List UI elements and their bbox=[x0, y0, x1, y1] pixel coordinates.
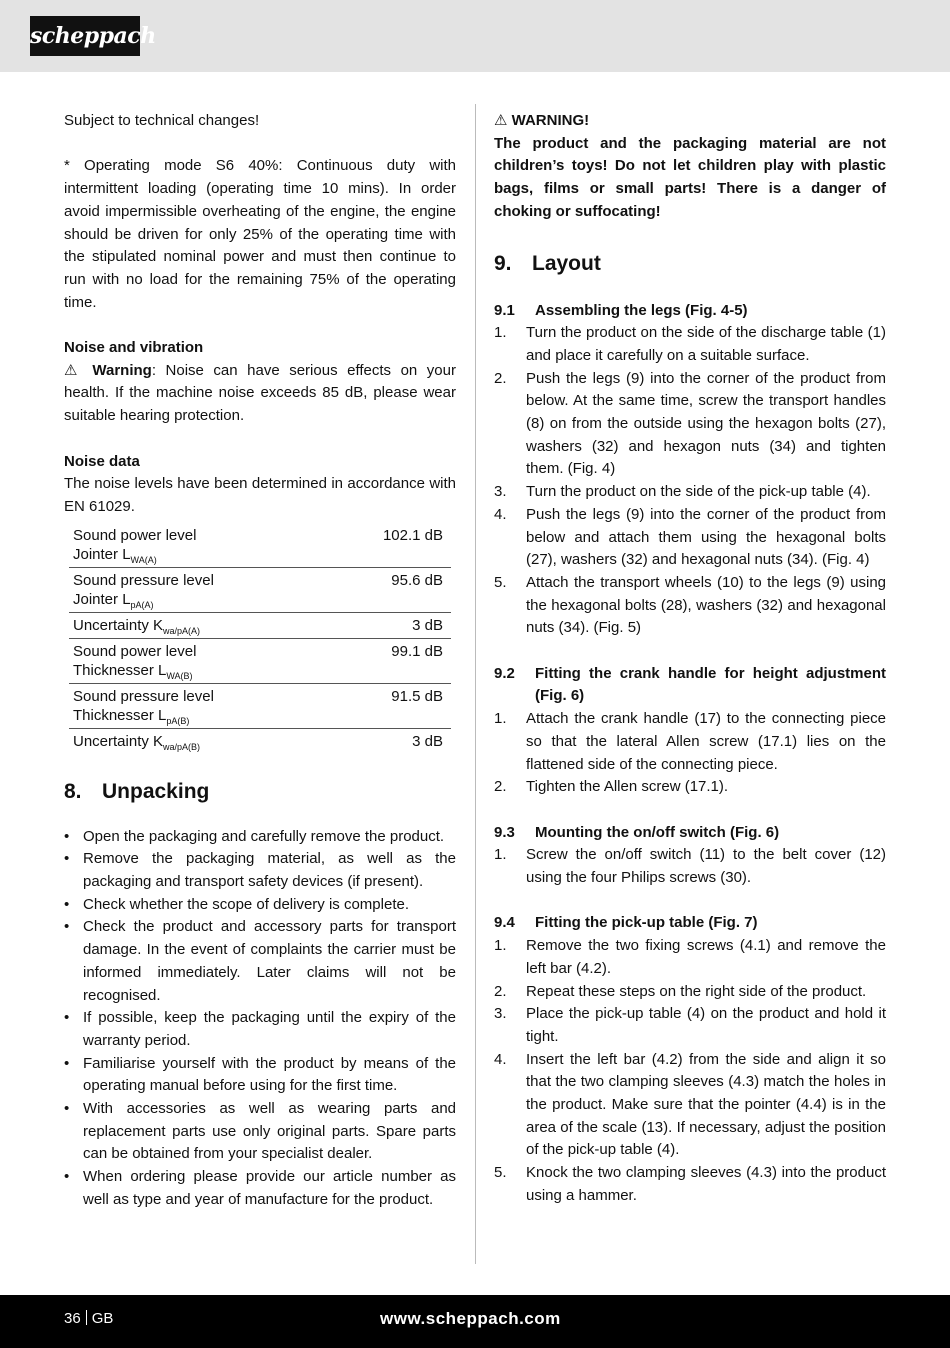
warning-icon: ⚠ bbox=[494, 112, 508, 129]
noise-instrument: Jointer L bbox=[73, 590, 131, 608]
section-title: Fitting the pick-up table (Fig. 7) bbox=[535, 914, 758, 932]
step-number: 3. bbox=[494, 483, 507, 501]
bullet: • bbox=[64, 827, 70, 845]
language-code: GB bbox=[91, 1310, 114, 1327]
section-heading bbox=[494, 663, 886, 708]
step-list bbox=[494, 322, 886, 640]
list-item-text: When ordering please provide our article number as well as type and year of manufacture for the product. bbox=[83, 1168, 456, 1208]
step-list bbox=[494, 708, 886, 799]
noise-label-cell bbox=[69, 567, 324, 612]
layout-heading bbox=[494, 250, 886, 278]
warning-icon: ⚠ bbox=[64, 361, 83, 379]
step-text: Insert the left bar (4.2) from the side and align it so that the two clamping sleeves (4.3) match the holes in the product. Make sure that the pointer (4.4) is in the area of the scale (13). If necessary, adjust the position of the pick-up table (4). bbox=[526, 1050, 886, 1159]
step-number: 1. bbox=[494, 846, 507, 864]
warning-text: : Noise can have serious effects on your health. If the machine noise exceeds 85 dB, please wear suitable hearing protection. bbox=[64, 361, 456, 425]
unpacking-title: Unpacking bbox=[102, 779, 210, 803]
left-column bbox=[64, 110, 456, 1212]
step-item bbox=[494, 322, 886, 367]
step-text: Screw the on/off switch (11) to the belt cover (12) using the four Philips screws (30). bbox=[526, 846, 886, 887]
section-number: 9.4 bbox=[494, 914, 515, 932]
bullet: • bbox=[64, 850, 70, 868]
step-text: Tighten the Allen screw (17.1). bbox=[526, 778, 729, 796]
noise-data-text: The noise levels have been determined in accordance with EN 61029. bbox=[64, 475, 456, 515]
section-heading bbox=[494, 912, 886, 935]
step-text: Turn the product on the side of the pick-up table (4). bbox=[526, 483, 871, 501]
noise-value: 102.1 dB bbox=[382, 526, 443, 544]
section-number: 9.2 bbox=[494, 664, 515, 682]
noise-instrument: Jointer L bbox=[73, 545, 131, 563]
step-number: 1. bbox=[494, 937, 507, 955]
noise-label-cell bbox=[69, 523, 324, 568]
noise-data-heading: Noise data bbox=[64, 452, 140, 470]
step-list bbox=[494, 844, 886, 889]
unpacking-list bbox=[64, 826, 456, 1212]
section-heading bbox=[494, 822, 886, 845]
noise-label: Uncertainty K bbox=[73, 616, 164, 634]
step-text: Repeat these steps on the right side of the product. bbox=[526, 982, 867, 1000]
noise-value: 99.1 dB bbox=[391, 642, 443, 660]
step-item bbox=[494, 776, 886, 799]
step-number: 1. bbox=[494, 710, 507, 728]
page-num: 36 bbox=[64, 1310, 81, 1327]
list-item-text: Open the packaging and carefully remove the product. bbox=[83, 827, 445, 845]
subject-note: Subject to technical changes! bbox=[64, 112, 260, 129]
header-bar bbox=[0, 0, 950, 72]
layout-number: 9. bbox=[494, 251, 512, 275]
step-text: Remove the two fixing screws (4.1) and remove the left bar (4.2). bbox=[526, 937, 886, 977]
noise-label-cell bbox=[69, 683, 324, 728]
step-item bbox=[494, 844, 886, 889]
step-text: Attach the transport wheels (10) to the legs (9) using the hexagonal bolts (28), washers (32) and hexagonal nuts (34). (Fig. 5) bbox=[526, 573, 886, 637]
bullet: • bbox=[64, 1100, 70, 1118]
step-number: 2. bbox=[494, 369, 507, 387]
footer-bar bbox=[0, 1295, 950, 1348]
step-number: 3. bbox=[494, 1005, 507, 1023]
step-item bbox=[494, 368, 886, 482]
step-number: 5. bbox=[494, 573, 507, 591]
noise-label: Sound power level bbox=[73, 526, 197, 544]
section-number: 9.1 bbox=[494, 301, 515, 319]
list-item-text: Familiarise yourself with the product by means of the operating manual before using for the first time. bbox=[83, 1054, 456, 1095]
bullet: • bbox=[64, 918, 70, 936]
list-item bbox=[64, 848, 456, 893]
step-item bbox=[494, 935, 886, 980]
noise-label: Sound pressure level bbox=[73, 687, 214, 705]
noise-label: Sound power level bbox=[73, 642, 197, 660]
step-item bbox=[494, 504, 886, 572]
step-text: Attach the crank handle (17) to the connecting piece so that the lateral Allen screw (17.1) lies on the flattened side of the connecting piece. bbox=[526, 710, 886, 773]
noise-label-cell bbox=[69, 638, 324, 683]
noise-subscript: WA(A) bbox=[130, 554, 157, 565]
step-item bbox=[494, 481, 886, 504]
list-item-text: Check whether the scope of delivery is complete. bbox=[83, 895, 409, 913]
separator bbox=[86, 1310, 87, 1325]
step-number: 2. bbox=[494, 778, 507, 796]
step-text: Turn the product on the side of the discharge table (1) and place it carefully on a suitable surface. bbox=[526, 324, 886, 364]
step-number: 4. bbox=[494, 505, 507, 523]
noise-subscript: pA(A) bbox=[130, 599, 154, 610]
list-item bbox=[64, 1098, 456, 1166]
step-number: 4. bbox=[494, 1050, 507, 1068]
step-item bbox=[494, 1049, 886, 1163]
warning-title: WARNING! bbox=[511, 112, 590, 129]
warning-heading bbox=[494, 110, 886, 133]
step-text: Push the legs (9) into the corner of the product from below and attach them using the hexagonal bolts (27), washers (32) and hexagonal nuts (34). (Fig. 4) bbox=[526, 505, 886, 569]
noise-value: 3 dB bbox=[412, 616, 443, 634]
list-item bbox=[64, 916, 456, 1007]
list-item bbox=[64, 826, 456, 849]
list-item-text: With accessories as well as wearing parts and replacement parts use only original parts. Spare parts can be obtained from your specialist dealer. bbox=[83, 1100, 456, 1163]
list-item bbox=[64, 1166, 456, 1211]
noise-label-cell bbox=[69, 728, 324, 754]
noise-label: Sound pressure level bbox=[73, 571, 214, 589]
noise-value: 3 dB bbox=[412, 732, 443, 750]
noise-instrument: Thicknesser L bbox=[73, 661, 167, 679]
website-url: www.scheppach.com bbox=[380, 1309, 561, 1328]
right-column bbox=[494, 110, 886, 1208]
noise-subscript: WA(B) bbox=[166, 670, 193, 681]
noise-label-cell bbox=[69, 612, 324, 638]
noise-table-row bbox=[69, 523, 451, 568]
list-item bbox=[64, 1007, 456, 1052]
bullet: • bbox=[64, 1168, 70, 1186]
noise-table-row bbox=[69, 612, 451, 638]
step-list bbox=[494, 935, 886, 1207]
step-number: 5. bbox=[494, 1164, 507, 1182]
list-item-text: Remove the packaging material, as well as the packaging and transport safety devices (if present). bbox=[83, 850, 456, 891]
warning-label: Warning bbox=[92, 361, 152, 379]
children-warning: The product and the packaging material are not children’s toys! Do not let children play with plastic bags, films or small parts! There is a danger of choking or suffocating! bbox=[494, 134, 886, 220]
noise-table-row bbox=[69, 683, 451, 728]
page-number bbox=[64, 1295, 113, 1343]
step-item bbox=[494, 708, 886, 776]
layout-title: Layout bbox=[532, 251, 601, 275]
step-text: Place the pick-up table (4) on the product and hold it tight. bbox=[526, 1005, 886, 1045]
step-item bbox=[494, 1003, 886, 1048]
noise-table-row bbox=[69, 638, 451, 683]
noise-value: 91.5 dB bbox=[391, 687, 443, 705]
step-text: Knock the two clamping sleeves (4.3) into the product using a hammer. bbox=[526, 1164, 886, 1204]
section-heading bbox=[494, 300, 886, 323]
noise-instrument: Thicknesser L bbox=[73, 706, 167, 724]
noise-subscript: wa/pA(B) bbox=[163, 741, 201, 752]
column-divider bbox=[475, 104, 476, 1264]
noise-label: Uncertainty K bbox=[73, 732, 164, 750]
noise-warning bbox=[64, 360, 456, 428]
step-item bbox=[494, 572, 886, 640]
section-number: 9.3 bbox=[494, 823, 515, 841]
layout-sections bbox=[494, 300, 886, 1208]
noise-table bbox=[69, 523, 451, 754]
operating-mode-note: * Operating mode S6 40%: Continuous duty with intermittent loading (operating time 10 mins). In order avoid impermissible overheating of the engine, the engine should be driven for only 25% of the operating time with the stipulated nominal power and must then continue to run with no load for the remaining 75% of the operating time. bbox=[64, 157, 456, 311]
section-title: Mounting the on/off switch (Fig. 6) bbox=[535, 823, 780, 841]
unpacking-number: 8. bbox=[64, 779, 82, 803]
bullet: • bbox=[64, 1009, 70, 1027]
scheppach-logo: scheppach bbox=[30, 16, 140, 56]
list-item-text: If possible, keep the packaging until the expiry of the warranty period. bbox=[83, 1009, 456, 1049]
section-title: Fitting the crank handle for height adjustment (Fig. 6) bbox=[535, 664, 886, 705]
noise-table-row bbox=[69, 567, 451, 612]
step-text: Push the legs (9) into the corner of the product from below. At the same time, screw the transport handles (8) on from the outside using the hexagon bolts (27), washers (32) and hexagon nuts (34) and tighten them. (Fig. 4) bbox=[526, 369, 886, 478]
bullet: • bbox=[64, 1054, 70, 1072]
step-item bbox=[494, 1162, 886, 1207]
section-title: Assembling the legs (Fig. 4-5) bbox=[535, 301, 748, 319]
list-item-text: Check the product and accessory parts for transport damage. In the event of complaints the carrier must be informed immediately. Later claims will not be recognised. bbox=[83, 918, 456, 1004]
step-number: 1. bbox=[494, 324, 507, 342]
list-item bbox=[64, 1053, 456, 1098]
noise-value: 95.6 dB bbox=[391, 571, 443, 589]
bullet: • bbox=[64, 895, 70, 913]
step-number: 2. bbox=[494, 982, 507, 1000]
unpacking-heading bbox=[64, 778, 456, 806]
noise-subscript: wa/pA(A) bbox=[163, 625, 201, 636]
noise-vibration-heading: Noise and vibration bbox=[64, 339, 204, 356]
list-item bbox=[64, 894, 456, 917]
noise-subscript: pA(B) bbox=[166, 715, 190, 726]
noise-table-row bbox=[69, 728, 451, 754]
step-item bbox=[494, 981, 886, 1004]
